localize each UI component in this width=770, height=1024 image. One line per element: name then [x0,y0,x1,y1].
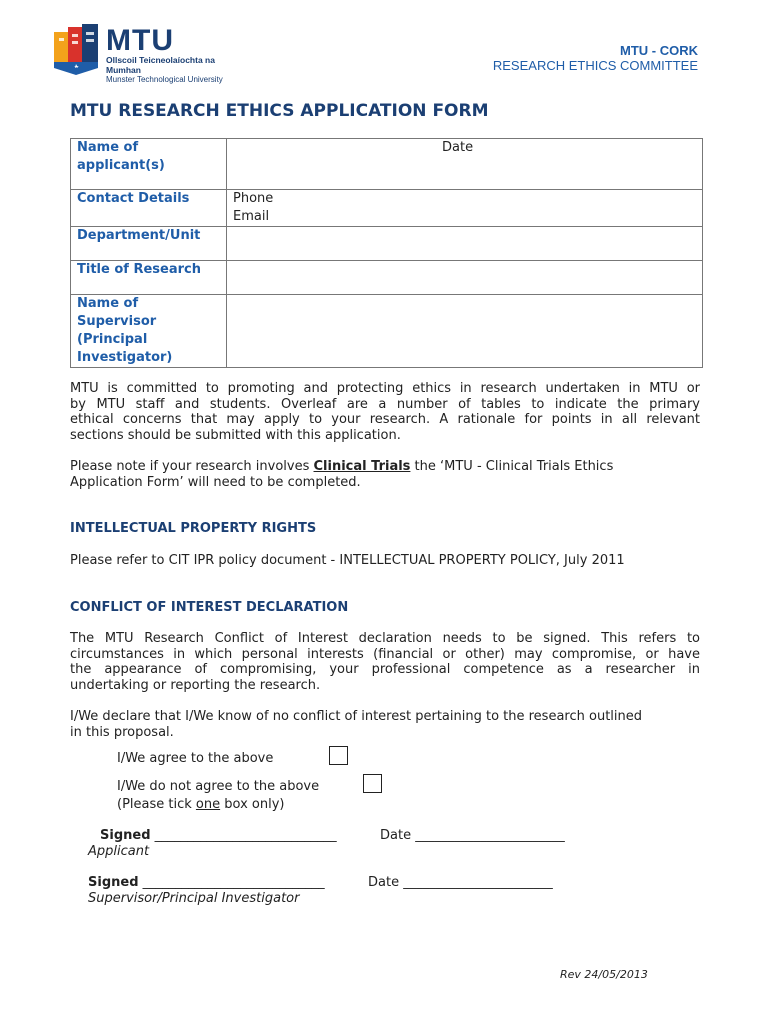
header-org: MTU - CORK [620,43,698,58]
agree-checkbox[interactable] [329,746,348,765]
date-label: Date [442,140,474,155]
phone-label: Phone [233,191,274,206]
contact-details-field[interactable] [227,190,703,227]
table-row [71,261,703,295]
supervisor-caption: Supervisor/Principal Investigator [88,891,300,906]
clinical-trials-link[interactable]: Clinical Trials [313,459,411,474]
logo-name: MTU [106,24,174,57]
department-field[interactable] [227,227,703,261]
ipr-text: Please refer to CIT IPR policy document - INTELLECTUAL PROPERTY POLICY, July 2011 [70,553,625,568]
research-title-field[interactable] [227,261,703,295]
applicant-signature-line[interactable]: ____________________________ [154,828,337,843]
mtu-crest-icon [52,24,102,76]
disagree-label: I/We do not agree to the above [117,779,320,794]
supervisor-date-line[interactable]: _______________________ [403,875,553,890]
table-row [71,295,703,368]
clinical-trials-note: Please note if your research involves Clinical Trials the ‘MTU - Clinical Trials Ethics Application Form’ will need to be completed. [70,459,614,490]
applicant-date-line[interactable]: _______________________ [415,828,565,843]
supervisor-date: Date _______________________ [368,875,553,890]
supervisor-field[interactable] [227,295,703,368]
contact-details-label: Contact Details [71,190,227,227]
coi-paragraph: The MTU Research Conflict of Interest declaration needs to be signed. This refers to circumstances in which personal interests (financial or other) may compromise, or have the appearance of compromising, your professional competence as a researcher in undertaking or reporting the research. [70,631,700,694]
applicant-date: Date _______________________ [380,828,565,843]
applicant-name-label: Name of applicant(s) [71,139,227,190]
disagree-checkbox[interactable] [363,774,382,793]
agree-label: I/We agree to the above [117,751,274,766]
supervisor-label: Name of Supervisor (Principal Investigator) [71,295,227,368]
tick-instruction: (Please tick one box only) [117,797,285,812]
supervisor-signature-line[interactable]: ____________________________ [142,875,325,890]
applicant-caption: Applicant [88,844,150,859]
table-row [71,227,703,261]
logo-wordmark [106,24,242,85]
logo [52,24,242,84]
email-label: Email [233,209,270,224]
logo-irish: Ollscoil Teicneolaíochta na Mumhan [106,55,215,75]
logo-english: Munster Technological University [106,75,223,84]
header-committee: RESEARCH ETHICS COMMITTEE [492,58,698,73]
department-label: Department/Unit [71,227,227,261]
research-title-label: Title of Research [71,261,227,295]
table-row [71,139,703,190]
page-title: MTU RESEARCH ETHICS APPLICATION FORM [70,101,489,121]
applicant-table [70,138,703,368]
intro-paragraph: MTU is committed to promoting and protecting ethics in research undertaken in MTU or by MTU staff and students. Overleaf are a number of tables to indicate the primary ethical concerns that may apply to your research. A rationale for points in all relevant sections should be submitted with this application. [70,381,700,444]
revision-footer: Rev 24/05/2013 [560,968,648,981]
applicant-name-field[interactable] [227,139,703,190]
ipr-heading: INTELLECTUAL PROPERTY RIGHTS [70,521,317,536]
coi-heading: CONFLICT OF INTEREST DECLARATION [70,600,349,615]
applicant-signature: Signed ____________________________ [100,828,337,843]
table-row [71,190,703,227]
coi-declaration: I/We declare that I/We know of no conflict of interest pertaining to the research outlined in this proposal. [70,709,642,740]
supervisor-signature: Signed ____________________________ [88,875,325,890]
